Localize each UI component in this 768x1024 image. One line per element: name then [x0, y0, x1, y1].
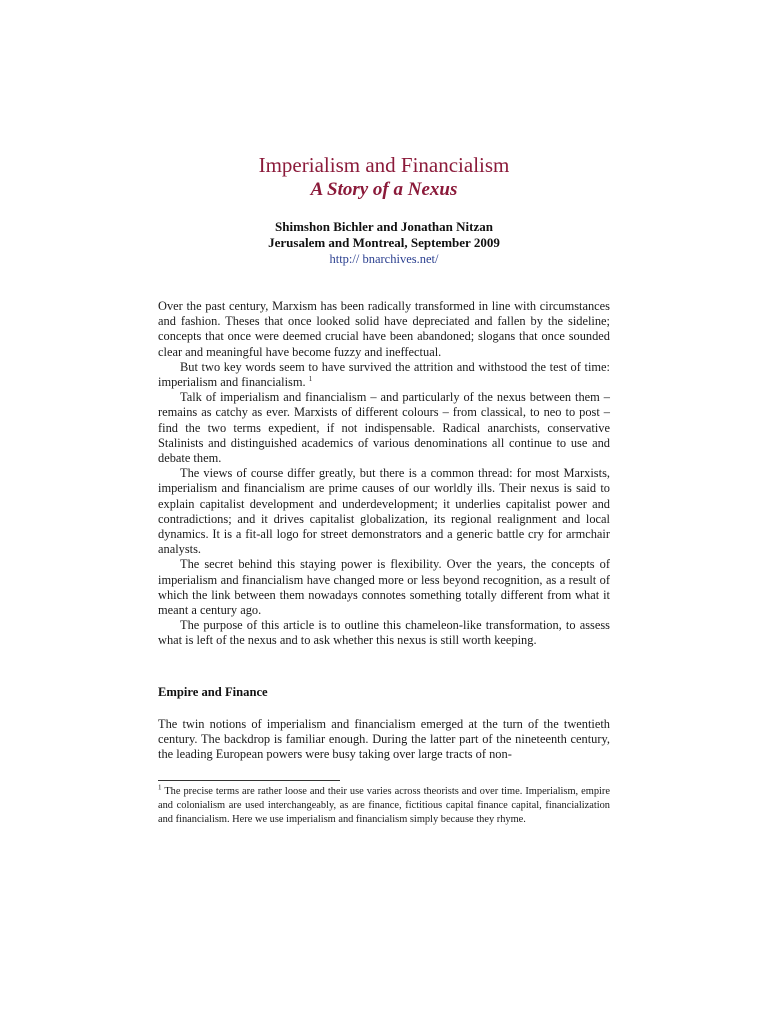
author-names: Shimshon Bichler and Jonathan Nitzan	[275, 219, 493, 234]
paper-title: Imperialism and Financialism	[258, 153, 510, 177]
paragraph: The twin notions of imperialism and financialism emerged at the turn of the twentieth century. The backdrop is familiar enough. During the latter part of the nineteenth century, the leading European powers were busy taking over large tracts of non-	[158, 717, 610, 762]
place-and-date: Jerusalem and Montreal, September 2009	[268, 235, 500, 250]
paragraph: The secret behind this staying power is flexibility. Over the years, the concepts of imperialism and financialism have changed more or less beyond recognition, as a result of which the link between them nowadays connotes something totally different from what it meant a century ago.	[158, 557, 610, 618]
article-body	[158, 299, 610, 649]
paragraph	[158, 360, 610, 390]
paragraph: The purpose of this article is to outline this chameleon-like transformation, to assess what is left of the nexus and to ask whether this nexus is still worth keeping.	[158, 618, 610, 648]
paragraph: The views of course differ greatly, but there is a common thread: for most Marxists, imperialism and financialism are prime causes of our worldly ills. Their nexus is said to explain capitalist development and underdevelopment; it underlies capitalist power and contradictions; and it drives capitalist globalization, its regional realignment and local dynamics. It is a fit-all logo for street demonstrators and a generic battle cry for armchair analysts.	[158, 466, 610, 557]
section-body	[158, 717, 610, 763]
paragraph: Talk of imperialism and financialism – and particularly of the nexus between them – remains as catchy as ever. Marxists of different colours – from classical, to neo to post – find the two terms expedient, if not indispensable. Radical anarchists, conservative Stalinists and distinguished academics of various denominations all continue to use and debate them.	[158, 390, 610, 466]
archive-link[interactable]: http:// bnarchives.net/	[329, 252, 439, 266]
footnote-marker: 1	[158, 783, 162, 792]
section-heading: Empire and Finance	[158, 685, 268, 699]
paragraph: Over the past century, Marxism has been radically transformed in line with circumstances and fashion. Theses that once looked solid have depreciated and fallen by the sideline; concepts that once were deemed crucial have been abandoned; slogans that once sounded clear and meaningful have become fuzzy and ineffectual.	[158, 299, 610, 359]
footnote-divider	[158, 780, 340, 781]
paragraph-text: But two key words seem to have survived the attrition and withstood the test of time: imperialism and financialism.	[158, 359, 610, 390]
footnote-text: The precise terms are rather loose and their use varies across theorists and over time. Imperialism, empire and colonialism are used interchangeably, as are finance, fictitious capital finance capital, financialization and financialism. Here we use imperialism and financialism simply because they rhyme.	[158, 786, 610, 825]
footnote-reference[interactable]: 1	[308, 374, 313, 383]
footnote	[158, 785, 610, 827]
paper-subtitle: A Story of a Nexus	[310, 179, 458, 200]
